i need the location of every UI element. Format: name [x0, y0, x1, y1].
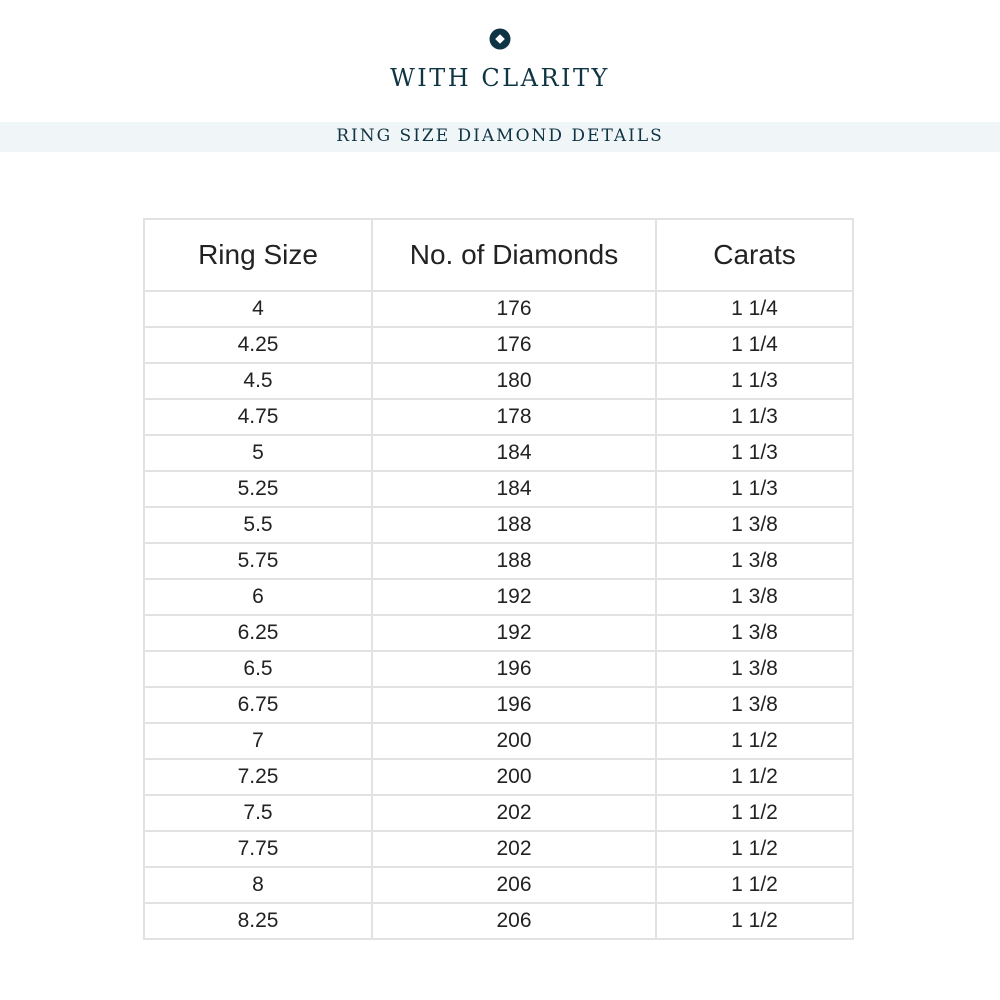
table-row	[144, 291, 853, 327]
cell-ring-size: 6.25	[144, 615, 372, 651]
cell-diamond-count: 202	[372, 795, 656, 831]
cell-carats: 1 1/3	[656, 435, 853, 471]
ring-size-table-container	[143, 218, 852, 940]
diamond-circle-icon	[489, 28, 511, 50]
brand-name: WITH CLARITY	[390, 64, 610, 92]
header-no-of-diamonds: No. of Diamonds	[372, 219, 656, 291]
cell-diamond-count: 176	[372, 327, 656, 363]
table-row	[144, 399, 853, 435]
table-row	[144, 435, 853, 471]
cell-carats: 1 1/2	[656, 723, 853, 759]
cell-carats: 1 1/2	[656, 831, 853, 867]
cell-ring-size: 6	[144, 579, 372, 615]
cell-ring-size: 8	[144, 867, 372, 903]
cell-carats: 1 1/2	[656, 795, 853, 831]
cell-diamond-count: 184	[372, 435, 656, 471]
table-header-row	[144, 219, 853, 291]
cell-carats: 1 1/4	[656, 327, 853, 363]
cell-carats: 1 1/4	[656, 291, 853, 327]
table-row	[144, 687, 853, 723]
cell-ring-size: 6.75	[144, 687, 372, 723]
cell-ring-size: 4.5	[144, 363, 372, 399]
cell-ring-size: 7.5	[144, 795, 372, 831]
cell-diamond-count: 206	[372, 867, 656, 903]
table-row	[144, 759, 853, 795]
cell-carats: 1 3/8	[656, 543, 853, 579]
cell-diamond-count: 192	[372, 615, 656, 651]
table-row	[144, 903, 853, 939]
table-row	[144, 543, 853, 579]
cell-carats: 1 3/8	[656, 615, 853, 651]
header-ring-size: Ring Size	[144, 219, 372, 291]
table-row	[144, 615, 853, 651]
table-row	[144, 831, 853, 867]
cell-ring-size: 5.25	[144, 471, 372, 507]
cell-ring-size: 4	[144, 291, 372, 327]
ring-size-table	[143, 218, 854, 940]
cell-ring-size: 6.5	[144, 651, 372, 687]
cell-carats: 1 1/2	[656, 903, 853, 939]
table-row	[144, 363, 853, 399]
cell-ring-size: 4.25	[144, 327, 372, 363]
cell-carats: 1 1/3	[656, 399, 853, 435]
cell-diamond-count: 188	[372, 507, 656, 543]
cell-ring-size: 5.75	[144, 543, 372, 579]
table-row	[144, 723, 853, 759]
cell-carats: 1 1/3	[656, 471, 853, 507]
header-carats: Carats	[656, 219, 853, 291]
cell-diamond-count: 192	[372, 579, 656, 615]
cell-ring-size: 5	[144, 435, 372, 471]
cell-carats: 1 3/8	[656, 687, 853, 723]
cell-diamond-count: 184	[372, 471, 656, 507]
cell-carats: 1 3/8	[656, 579, 853, 615]
table-row	[144, 507, 853, 543]
section-banner	[0, 122, 1000, 152]
cell-diamond-count: 200	[372, 723, 656, 759]
cell-ring-size: 7.75	[144, 831, 372, 867]
cell-ring-size: 7	[144, 723, 372, 759]
cell-diamond-count: 188	[372, 543, 656, 579]
table-row	[144, 651, 853, 687]
cell-carats: 1 3/8	[656, 651, 853, 687]
cell-ring-size: 8.25	[144, 903, 372, 939]
table-row	[144, 867, 853, 903]
cell-carats: 1 1/3	[656, 363, 853, 399]
table-row	[144, 579, 853, 615]
cell-diamond-count: 196	[372, 687, 656, 723]
cell-diamond-count: 206	[372, 903, 656, 939]
cell-diamond-count: 196	[372, 651, 656, 687]
section-title: RING SIZE DIAMOND DETAILS	[336, 126, 664, 146]
cell-carats: 1 1/2	[656, 867, 853, 903]
cell-diamond-count: 178	[372, 399, 656, 435]
cell-ring-size: 7.25	[144, 759, 372, 795]
cell-carats: 1 1/2	[656, 759, 853, 795]
table-row	[144, 327, 853, 363]
cell-diamond-count: 180	[372, 363, 656, 399]
cell-diamond-count: 200	[372, 759, 656, 795]
cell-ring-size: 5.5	[144, 507, 372, 543]
cell-diamond-count: 176	[372, 291, 656, 327]
cell-ring-size: 4.75	[144, 399, 372, 435]
table-row	[144, 795, 853, 831]
table-row	[144, 471, 853, 507]
cell-diamond-count: 202	[372, 831, 656, 867]
cell-carats: 1 3/8	[656, 507, 853, 543]
